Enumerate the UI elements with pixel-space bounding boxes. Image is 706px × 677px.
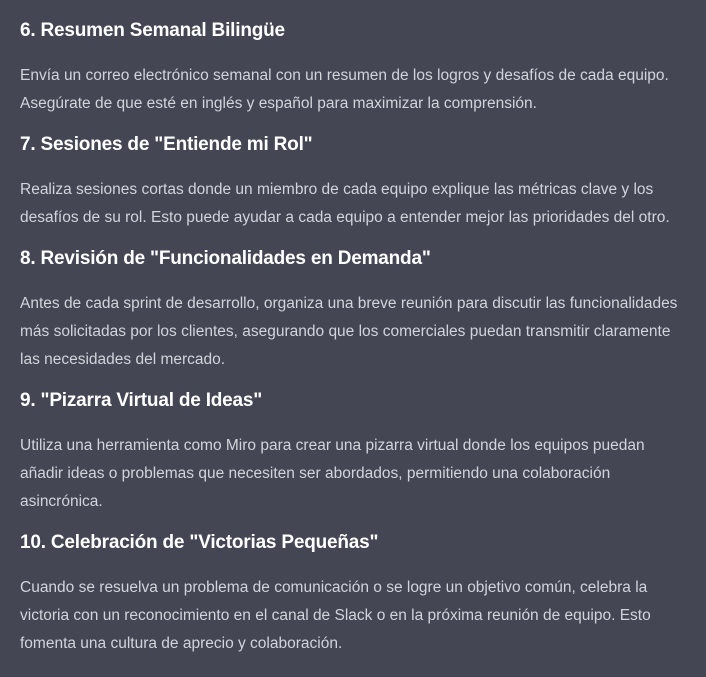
section-heading: 9. "Pizarra Virtual de Ideas" bbox=[20, 390, 263, 411]
section-features-in-demand bbox=[20, 242, 686, 374]
section-heading: 10. Celebración de "Victorias Pequeñas" bbox=[20, 532, 379, 553]
section-heading: 7. Sesiones de "Entiende mi Rol" bbox=[20, 134, 313, 155]
section-body: Envía un correo electrónico semanal con un resumen de los logros y desafíos de cada equipo. Asegúrate de que esté en inglés y español para maximizar la comprensión. bbox=[20, 67, 669, 112]
section-body: Realiza sesiones cortas donde un miembro de cada equipo explique las métricas clave y los desafíos de su rol. Esto puede ayudar a cada equipo a entender mejor las prioridades del otro. bbox=[20, 181, 670, 226]
section-body: Cuando se resuelva un problema de comunicación o se logre un objetivo común, celebra la victoria con un reconocimiento en el canal de Slack o en la próxima reunión de equipo. Esto fomenta una cultura de aprecio y colaboración. bbox=[20, 579, 651, 652]
section-small-wins bbox=[20, 526, 686, 658]
section-body: Antes de cada sprint de desarrollo, organiza una breve reunión para discutir las funcionalidades más solicitadas por los clientes, asegurando que los comerciales puedan transmitir claramente las necesidades del mercado. bbox=[20, 295, 678, 368]
section-heading: 6. Resumen Semanal Bilingüe bbox=[20, 20, 285, 41]
section-bilingual-summary bbox=[20, 14, 686, 118]
section-virtual-whiteboard bbox=[20, 384, 686, 516]
section-understand-my-role bbox=[20, 128, 686, 232]
section-heading: 8. Revisión de "Funcionalidades en Demanda" bbox=[20, 248, 431, 269]
section-body: Utiliza una herramienta como Miro para crear una pizarra virtual donde los equipos puedan añadir ideas o problemas que necesiten ser abordados, permitiendo una colaboración asincrónica. bbox=[20, 437, 645, 510]
